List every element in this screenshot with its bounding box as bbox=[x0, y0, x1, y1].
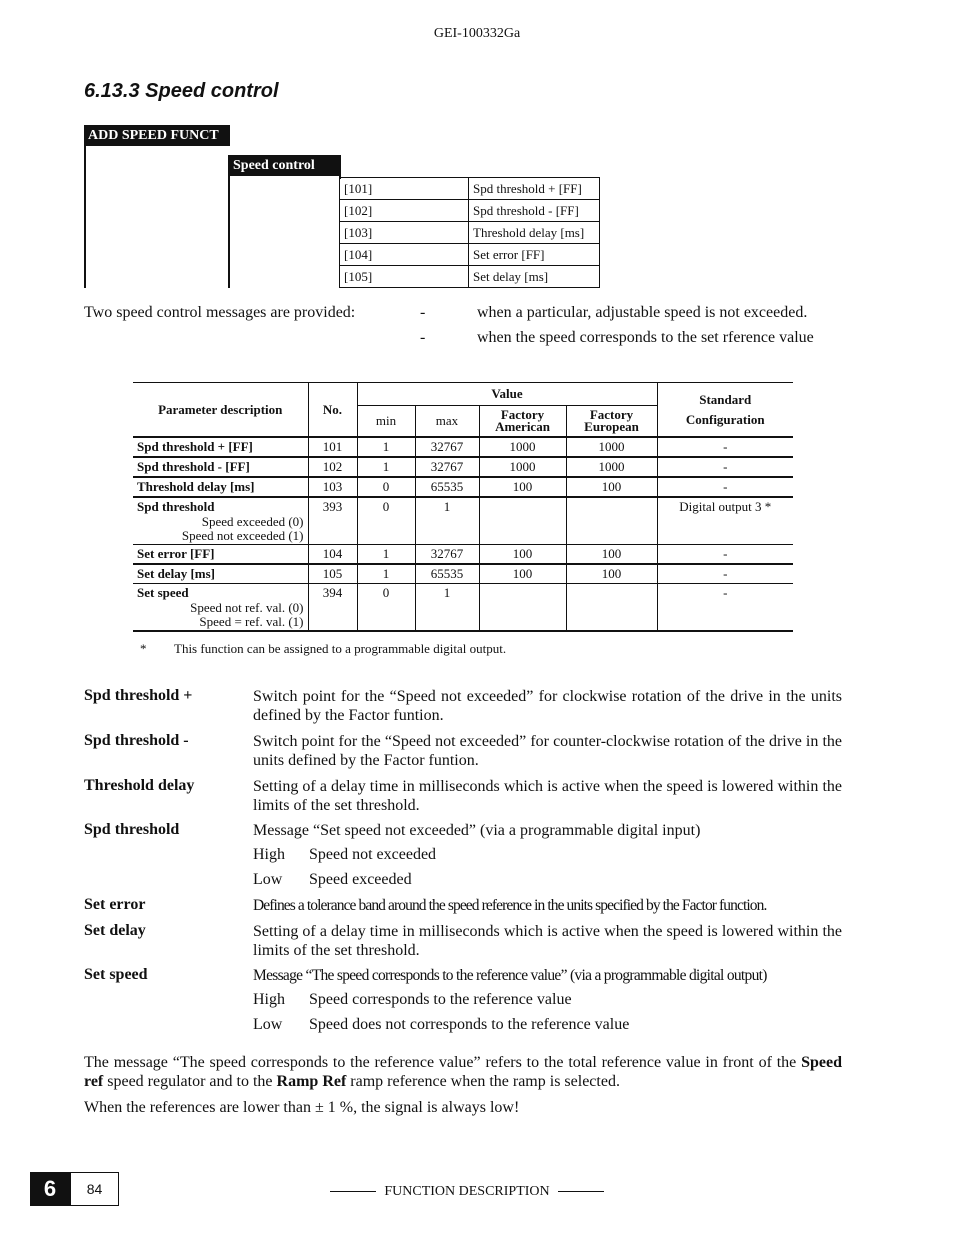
row-standard: - bbox=[657, 437, 793, 457]
param-code: [103] bbox=[340, 222, 469, 244]
def-description: Switch point for the “Speed not exceeded” for clockwise rotation of the drive in the units defined by the Factor funtion. bbox=[253, 688, 842, 724]
row-standard: - bbox=[657, 477, 793, 497]
row-factory-american: 100 bbox=[479, 477, 566, 497]
def-term: Set speed bbox=[84, 966, 148, 983]
text-run: speed regulator and to the bbox=[103, 1073, 277, 1090]
level-value: Speed not exceeded bbox=[309, 846, 437, 863]
def-term: Spd threshold - bbox=[84, 732, 189, 749]
row-factory-american: 1000 bbox=[479, 437, 566, 457]
level-label: High bbox=[253, 846, 285, 863]
def-description: Setting of a delay time in milliseconds which is active when the speed is lowered within the limits of the set threshold. bbox=[253, 923, 842, 959]
param-code: [104] bbox=[340, 244, 469, 266]
row-no: 104 bbox=[308, 545, 357, 565]
row-no: 393 bbox=[308, 497, 357, 545]
parameter-menu-table bbox=[339, 177, 600, 288]
table-row bbox=[133, 477, 793, 497]
intro-dash: - bbox=[420, 304, 426, 321]
col-header-value: Value bbox=[357, 383, 657, 406]
menu-param-row bbox=[340, 178, 600, 200]
col-header-factory-american bbox=[479, 406, 566, 438]
row-param-name: Spd threshold bbox=[137, 499, 215, 514]
row-factory-european: 100 bbox=[566, 545, 657, 565]
footer-rule bbox=[558, 1191, 604, 1192]
text-run-bold: Ramp Ref bbox=[276, 1073, 347, 1090]
footer-label bbox=[320, 1184, 614, 1200]
row-max: 65535 bbox=[415, 477, 479, 497]
row-param-cell bbox=[133, 497, 308, 545]
param-name: Spd threshold - [FF] bbox=[469, 200, 600, 222]
standard-line2: Configuration bbox=[685, 411, 765, 427]
intro-bullet: when the speed corresponds to the set rference value bbox=[477, 329, 814, 346]
row-factory-european: 1000 bbox=[566, 437, 657, 457]
row-min: 1 bbox=[357, 457, 415, 477]
row-param-name: Set speed bbox=[137, 585, 189, 600]
closing-paragraph: When the references are lower than ± 1 %, the signal is always low! bbox=[84, 1099, 520, 1116]
page-number: 84 bbox=[70, 1172, 119, 1206]
menu-tree-line bbox=[228, 155, 230, 288]
text-run: ramp reference when the ramp is selected. bbox=[346, 1073, 620, 1090]
menu-level2-label: Speed control bbox=[229, 155, 341, 176]
intro-text: Two speed control messages are provided: bbox=[84, 304, 356, 321]
param-name: Set error [FF] bbox=[469, 244, 600, 266]
level-label: Low bbox=[253, 1016, 283, 1033]
section-title: 6.13.3 Speed control bbox=[84, 80, 279, 102]
row-min: 0 bbox=[357, 584, 415, 632]
footer-rule bbox=[330, 1191, 376, 1192]
def-term: Set error bbox=[84, 896, 146, 913]
def-description: Defines a tolerance band around the speed reference in the units specified by the Factor function. bbox=[253, 897, 767, 914]
row-param-state: Speed not ref. val. (0) bbox=[190, 600, 304, 615]
row-min: 1 bbox=[357, 437, 415, 457]
footnote-mark: * bbox=[140, 641, 147, 656]
def-term: Threshold delay bbox=[84, 777, 195, 794]
def-description: Message “Set speed not exceeded” (via a programmable digital input) bbox=[253, 822, 701, 839]
row-factory-european: 100 bbox=[566, 477, 657, 497]
factory-line1: Factory bbox=[589, 407, 634, 422]
param-name: Threshold delay [ms] bbox=[469, 222, 600, 244]
row-max: 65535 bbox=[415, 564, 479, 584]
col-header-min: min bbox=[357, 406, 415, 438]
row-factory-american bbox=[479, 584, 566, 632]
col-header-param: Parameter description bbox=[133, 383, 308, 438]
row-no: 394 bbox=[308, 584, 357, 632]
row-factory-american bbox=[479, 497, 566, 545]
row-factory-american: 100 bbox=[479, 545, 566, 565]
parameter-value-table bbox=[133, 382, 793, 632]
row-no: 105 bbox=[308, 564, 357, 584]
row-standard: - bbox=[657, 564, 793, 584]
row-standard: Digital output 3 * bbox=[657, 497, 793, 545]
row-max: 32767 bbox=[415, 437, 479, 457]
row-min: 0 bbox=[357, 497, 415, 545]
level-label: Low bbox=[253, 871, 283, 888]
row-param-state: Speed = ref. val. (1) bbox=[199, 614, 304, 629]
def-description: Setting of a delay time in milliseconds which is active when the speed is lowered within the limits of the set threshold. bbox=[253, 778, 842, 814]
def-term: Set delay bbox=[84, 922, 146, 939]
row-param-name: Spd threshold - [FF] bbox=[133, 457, 308, 477]
param-code: [105] bbox=[340, 266, 469, 288]
col-header-max: max bbox=[415, 406, 479, 438]
table-row bbox=[133, 437, 793, 457]
def-term: Spd threshold + bbox=[84, 687, 193, 704]
level-value: Speed does not corresponds to the reference value bbox=[309, 1016, 630, 1033]
document-id: GEI-100332Ga bbox=[433, 26, 521, 41]
menu-param-row bbox=[340, 222, 600, 244]
row-standard: - bbox=[657, 545, 793, 565]
row-standard: - bbox=[657, 457, 793, 477]
menu-param-row bbox=[340, 266, 600, 288]
param-name: Set delay [ms] bbox=[469, 266, 600, 288]
intro-dash: - bbox=[420, 329, 426, 346]
param-name: Spd threshold + [FF] bbox=[469, 178, 600, 200]
row-factory-european bbox=[566, 497, 657, 545]
row-max: 32767 bbox=[415, 457, 479, 477]
row-max: 1 bbox=[415, 497, 479, 545]
param-code: [101] bbox=[340, 178, 469, 200]
row-param-name: Set delay [ms] bbox=[133, 564, 308, 584]
factory-line2: European bbox=[584, 419, 639, 434]
row-min: 1 bbox=[357, 564, 415, 584]
row-standard: - bbox=[657, 584, 793, 632]
table-row bbox=[133, 457, 793, 477]
table-footnote bbox=[140, 641, 506, 657]
text-run-bold: Speed ref bbox=[84, 1054, 842, 1090]
col-header-factory-european bbox=[566, 406, 657, 438]
def-description: Message “The speed corresponds to the reference value” (via a programmable digital output) bbox=[253, 967, 767, 984]
text-run: The message “The speed corresponds to the reference value” refers to the total reference value in front of the bbox=[84, 1054, 802, 1071]
row-min: 0 bbox=[357, 477, 415, 497]
row-param-name: Spd threshold + [FF] bbox=[133, 437, 308, 457]
row-factory-european bbox=[566, 584, 657, 632]
col-header-no: No. bbox=[308, 383, 357, 438]
menu-tree-line bbox=[84, 145, 86, 288]
row-no: 101 bbox=[308, 437, 357, 457]
closing-paragraph bbox=[84, 1053, 842, 1091]
row-param-name: Threshold delay [ms] bbox=[133, 477, 308, 497]
table-row bbox=[133, 545, 793, 565]
row-no: 103 bbox=[308, 477, 357, 497]
menu-level1-label: ADD SPEED FUNCT bbox=[84, 125, 230, 146]
level-value: Speed corresponds to the reference value bbox=[309, 991, 572, 1008]
row-min: 1 bbox=[357, 545, 415, 565]
footer-text: FUNCTION DESCRIPTION bbox=[384, 1184, 550, 1199]
intro-bullet: when a particular, adjustable speed is not exceeded. bbox=[477, 304, 808, 321]
def-description: Switch point for the “Speed not exceeded” for counter-clockwise rotation of the drive in the units defined by the Factor funtion. bbox=[253, 733, 842, 769]
menu-param-row bbox=[340, 200, 600, 222]
factory-line1: Factory bbox=[500, 407, 545, 422]
row-factory-american: 1000 bbox=[479, 457, 566, 477]
level-label: High bbox=[253, 991, 285, 1008]
param-code: [102] bbox=[340, 200, 469, 222]
row-max: 1 bbox=[415, 584, 479, 632]
row-factory-european: 1000 bbox=[566, 457, 657, 477]
table-row bbox=[133, 564, 793, 584]
row-max: 32767 bbox=[415, 545, 479, 565]
factory-line2: American bbox=[495, 419, 550, 434]
footnote-text: This function can be assigned to a programmable digital output. bbox=[174, 641, 507, 656]
def-term: Spd threshold bbox=[84, 821, 180, 838]
row-param-state: Speed exceeded (0) bbox=[201, 514, 304, 529]
row-no: 102 bbox=[308, 457, 357, 477]
standard-line1: Standard bbox=[699, 391, 752, 407]
row-param-state: Speed not exceeded (1) bbox=[181, 528, 304, 543]
col-header-standard bbox=[657, 383, 793, 438]
level-value: Speed exceeded bbox=[309, 871, 412, 888]
chapter-number: 6 bbox=[30, 1172, 70, 1206]
row-factory-american: 100 bbox=[479, 564, 566, 584]
row-param-cell bbox=[133, 584, 308, 632]
table-row bbox=[133, 584, 793, 632]
table-row bbox=[133, 497, 793, 545]
menu-param-row bbox=[340, 244, 600, 266]
row-factory-european: 100 bbox=[566, 564, 657, 584]
row-param-name: Set error [FF] bbox=[133, 545, 308, 565]
table-header-row bbox=[133, 383, 793, 406]
